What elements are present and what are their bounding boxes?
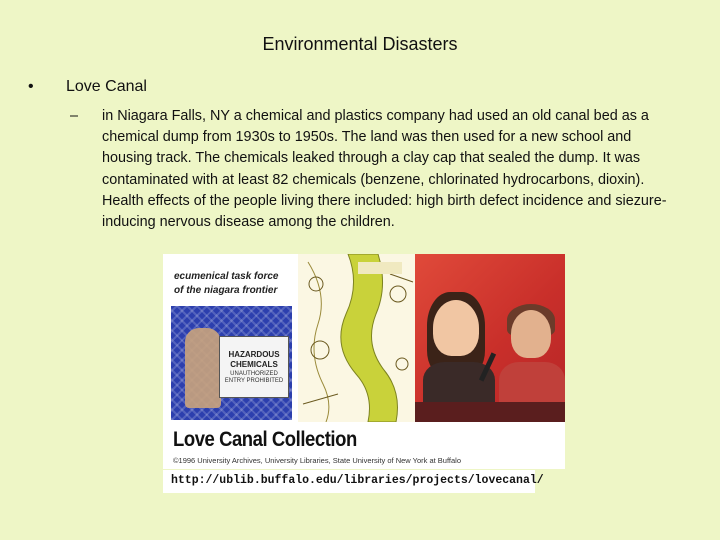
- copyright-line: ©1996 University Archives, University Libraries, State University of New York at Buffalo: [173, 456, 462, 465]
- hazard-sign-photo: [171, 306, 292, 420]
- sign-line-2: CHEMICALS: [230, 359, 278, 369]
- task-force-line-2: of the niagara frontier: [174, 285, 278, 296]
- canal-map-drawing: [298, 254, 415, 422]
- source-url[interactable]: http://ublib.buffalo.edu/libraries/projects/lovecanal/: [171, 474, 544, 487]
- collection-title: Love Canal Collection: [173, 428, 357, 451]
- hearing-photo: [415, 254, 565, 422]
- table-edge: [415, 402, 565, 422]
- hazard-sign: [219, 336, 289, 398]
- sub-bullet-marker: –: [70, 108, 79, 124]
- woman-face: [433, 300, 479, 356]
- second-woman-face: [511, 310, 551, 358]
- sub-bullet: [70, 106, 685, 233]
- sign-line-1: HAZARDOUS: [228, 349, 280, 359]
- task-force-line-1: ecumenical task force: [174, 271, 279, 282]
- task-force-panel: [163, 254, 298, 422]
- bullet-item-love-canal: [28, 78, 147, 96]
- child-figure: [185, 328, 221, 408]
- love-canal-collage-image: [163, 254, 565, 469]
- sub-bullet-text: in Niagara Falls, NY a chemical and plastics company had used an old canal bed as a chemical dump from 1930s to 1950s. The land was then used for a new school and housing track. The chemicals leaked through a clay cap that sealed the dump. It was contaminated with at least 82 chemicals (benzene, chlorinated hydrocarbons, dioxin). Health effects of the people living there included: high birth defect incidence and siezure-inducing nervous disease among the children.: [102, 108, 667, 231]
- bullet-label: Love Canal: [66, 78, 147, 95]
- canal-map-panel: [298, 254, 415, 422]
- source-url-box: [163, 470, 544, 493]
- bullet-marker: •: [28, 78, 34, 95]
- sign-line-3: UNAUTHORIZED ENTRY PROHIBITED: [224, 370, 284, 384]
- slide-title: Environmental Disasters: [262, 34, 458, 54]
